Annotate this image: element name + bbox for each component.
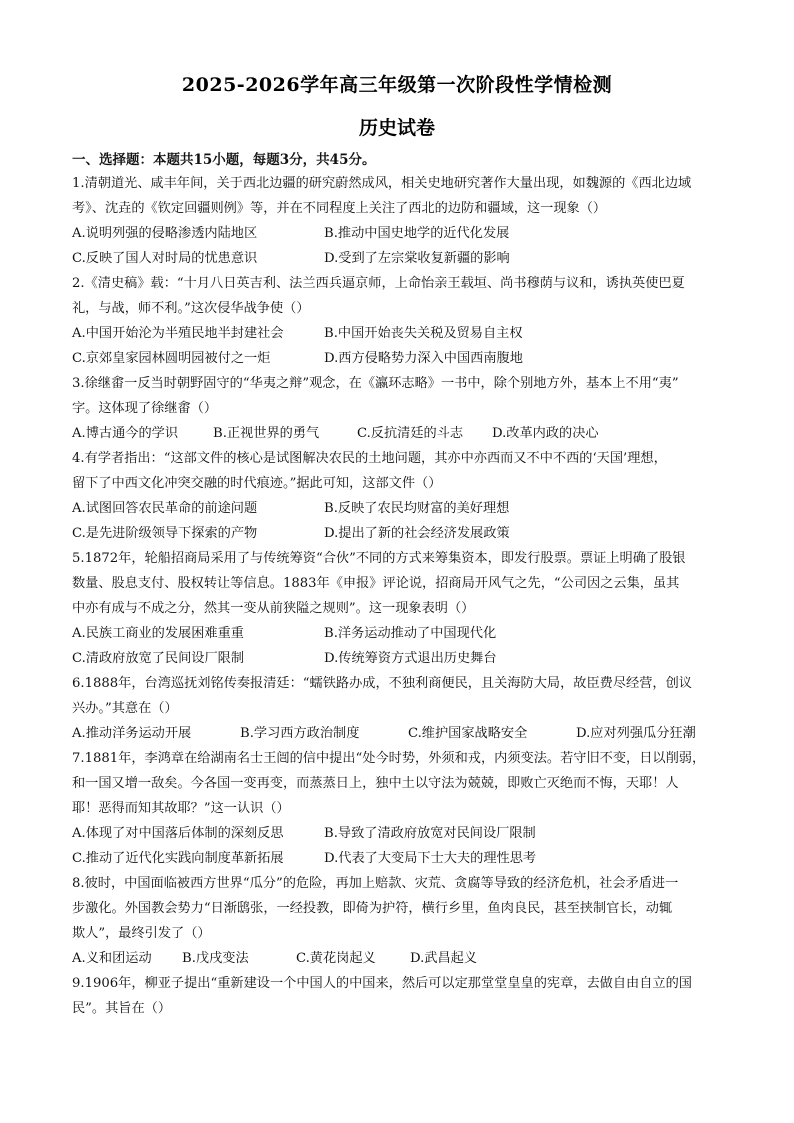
q8-stem-line1: 8.彼时，中国面临被西方世界“瓜分”的危险，再加上赔款、灾荒、贪腐等导致的经济危机，社会矛盾进一 bbox=[72, 876, 679, 891]
q2-option-b[interactable]: B.中国开始丧失关税及贸易自主权 bbox=[324, 326, 523, 341]
q8-option-c[interactable]: C.黄花岗起义 bbox=[296, 951, 376, 966]
q2-stem-line2: 礼，与战，师不利。”这次侵华战争使（） bbox=[72, 301, 310, 316]
q1-option-b[interactable]: B.推动中国史地学的近代化发展 bbox=[324, 226, 510, 241]
q2-options-row1 bbox=[72, 321, 732, 346]
q2-option-a[interactable]: A.中国开始沦为半殖民地半封建社会 bbox=[72, 326, 284, 341]
q6-stem-line2: 兴办。”其意在（） bbox=[72, 701, 178, 716]
q7-stem-line2: 和一国又增一敌矣。今各国一变再变，而蒸蒸日上，独中土以守法为兢兢，即败亡灭绝而不悔，天耶！人 bbox=[72, 776, 679, 791]
q3-option-c[interactable]: C.反抗清廷的斗志 bbox=[357, 426, 464, 441]
q7-stem-line3: 耶！恶得而知其故耶？”这一认识（） bbox=[72, 801, 290, 816]
question-list bbox=[72, 171, 732, 1021]
q8-option-b[interactable]: B.戊戌变法 bbox=[182, 951, 249, 966]
q7-option-b[interactable]: B.导致了清政府放宽对民间设厂限制 bbox=[324, 826, 536, 841]
q9-stem-line2: 民”。其旨在（） bbox=[72, 1001, 172, 1016]
q6-option-c[interactable]: C.维护国家战略安全 bbox=[408, 726, 528, 741]
q2-stem-line1: 2.《清史稿》载：“十月八日英吉利、法兰西兵逼京师，上命怡亲王载垣、尚书穆荫与议和，诱执英使巴夏 bbox=[72, 276, 685, 291]
q3-option-a[interactable]: A.博古通今的学识 bbox=[72, 426, 179, 441]
q6-stem-line1: 6.1888年，台湾巡抚刘铭传奏报清廷：“蠕铁路办成，不独利商便民，且关海防大局，故臣费尽经营，创议 bbox=[72, 676, 692, 691]
q2-option-c[interactable]: C.京郊皇家园林圆明园被付之一炬 bbox=[72, 351, 271, 366]
q6-option-d[interactable]: D.应对列强瓜分狂潮 bbox=[576, 726, 696, 741]
q3-option-b[interactable]: B.正视世界的勇气 bbox=[213, 426, 320, 441]
q4-options-row1 bbox=[72, 496, 732, 521]
q2-option-d[interactable]: D.西方侵略势力深入中国西南腹地 bbox=[324, 351, 523, 366]
q1-stem-line1: 1.清朝道光、咸丰年间，关于西北边疆的研究蔚然成风，相关史地研究著作大量出现，如魏源的《西北边域 bbox=[72, 176, 692, 191]
section-heading: 一、选择题：本题共15小题，每题3分，共45分。 bbox=[72, 152, 376, 168]
q7-option-a[interactable]: A.体现了对中国落后体制的深刻反思 bbox=[72, 826, 284, 841]
q1-option-c[interactable]: C.反映了国人对时局的忧患意识 bbox=[72, 251, 258, 266]
q1-option-a[interactable]: A.说明列强的侵略渗透内陆地区 bbox=[72, 226, 258, 241]
q4-stem-line2: 留下了中西文化冲突交融的时代痕迹。”据此可知，这部文件（） bbox=[72, 476, 442, 491]
q9-stem-line1: 9.1906年，柳亚子提出“重新建设一个中国人的中国来，然后可以定那堂堂皇皇的宪章，去做自由自立的国 bbox=[72, 976, 692, 991]
q5-option-b[interactable]: B.洋务运动推动了中国现代化 bbox=[324, 626, 497, 641]
q5-options-row2 bbox=[72, 646, 732, 671]
q4-option-c[interactable]: C.是先进阶级领导下探索的产物 bbox=[72, 526, 258, 541]
q4-option-a[interactable]: A.试图回答农民革命的前途问题 bbox=[72, 501, 258, 516]
q5-option-d[interactable]: D.传统筹资方式退出历史舞台 bbox=[324, 651, 497, 666]
q8-stem-line2: 步激化。外国教会势力“日渐鸱张，一经投教，即倚为护符，横行乡里，鱼肉良民，甚至挟制官长，动辄 bbox=[72, 901, 673, 916]
q1-option-d[interactable]: D.受到了左宗棠收复新疆的影响 bbox=[324, 251, 510, 266]
q6-option-b[interactable]: B.学习西方政治制度 bbox=[240, 726, 360, 741]
q3-option-d[interactable]: D.改革内政的决心 bbox=[492, 426, 599, 441]
q1-options-row1 bbox=[72, 221, 732, 246]
q7-option-d[interactable]: D.代表了大变局下士大夫的理性思考 bbox=[324, 851, 537, 866]
q5-option-c[interactable]: C.清政府放宽了民间设厂限制 bbox=[72, 651, 245, 666]
q5-option-a[interactable]: A.民族工商业的发展困难重重 bbox=[72, 626, 244, 641]
q6-option-a[interactable]: A.推动洋务运动开展 bbox=[72, 726, 192, 741]
q1-options-row2 bbox=[72, 246, 732, 271]
q6-options bbox=[72, 721, 732, 746]
q4-option-b[interactable]: B.反映了农民均财富的美好理想 bbox=[324, 501, 510, 516]
q8-options bbox=[72, 946, 732, 971]
q5-stem-line1: 5.1872年，轮船招商局采用了与传统筹资“合伙”不同的方式来筹集资本，即发行股票。票证上明确了股银 bbox=[72, 551, 686, 566]
q4-option-d[interactable]: D.提出了新的社会经济发展政策 bbox=[324, 526, 510, 541]
q3-stem-line2: 字。这体现了徐继畬（） bbox=[72, 401, 218, 416]
exam-title: 2025-2026学年高三年级第一次阶段性学情检测 bbox=[181, 74, 613, 96]
q5-options-row1 bbox=[72, 621, 732, 646]
q7-stem-line1: 7.1881年，李鸿章在给湖南名士王闿的信中提出“处今时势，外须和戎，内须变法。若守旧不变，日以削弱， bbox=[72, 751, 706, 766]
q8-option-a[interactable]: A.义和团运动 bbox=[72, 951, 152, 966]
q3-options bbox=[72, 421, 732, 446]
q7-options-row1 bbox=[72, 821, 732, 846]
q8-stem-line3: 欺人”，最终引发了（） bbox=[72, 926, 211, 941]
exam-subject: 历史试卷 bbox=[358, 117, 435, 139]
q2-options-row2 bbox=[72, 346, 732, 371]
q8-option-d[interactable]: D.武昌起义 bbox=[410, 951, 478, 966]
q4-stem-line1: 4.有学者指出：“这部文件的核心是试图解决农民的土地问题，其亦中亦西而又不中不西的‘天国’理想， bbox=[72, 451, 667, 466]
q1-stem-line2: 考》、沈垚的《钦定回疆则例》等，并在不同程度上关注了西北的边防和疆域，这一现象（） bbox=[72, 201, 607, 216]
q3-stem-line1: 3.徐继畬一反当时朝野固守的“华夷之辩”观念，在《瀛环志略》一书中，除个别地方外，基本上不用“夷” bbox=[72, 376, 679, 391]
q5-stem-line2: 数量、股息支付、股权转让等信息。1883年《申报》评论说，招商局开风气之先，“公司因之云集，虽其 bbox=[72, 576, 680, 591]
q5-stem-line3: 中亦有成与不成之分，然其一变从前狭隘之规则”。这一现象表明（） bbox=[72, 601, 475, 616]
q7-options-row2 bbox=[72, 846, 732, 871]
q7-option-c[interactable]: C.推动了近代化实践向制度革新拓展 bbox=[72, 851, 284, 866]
q4-options-row2 bbox=[72, 521, 732, 546]
